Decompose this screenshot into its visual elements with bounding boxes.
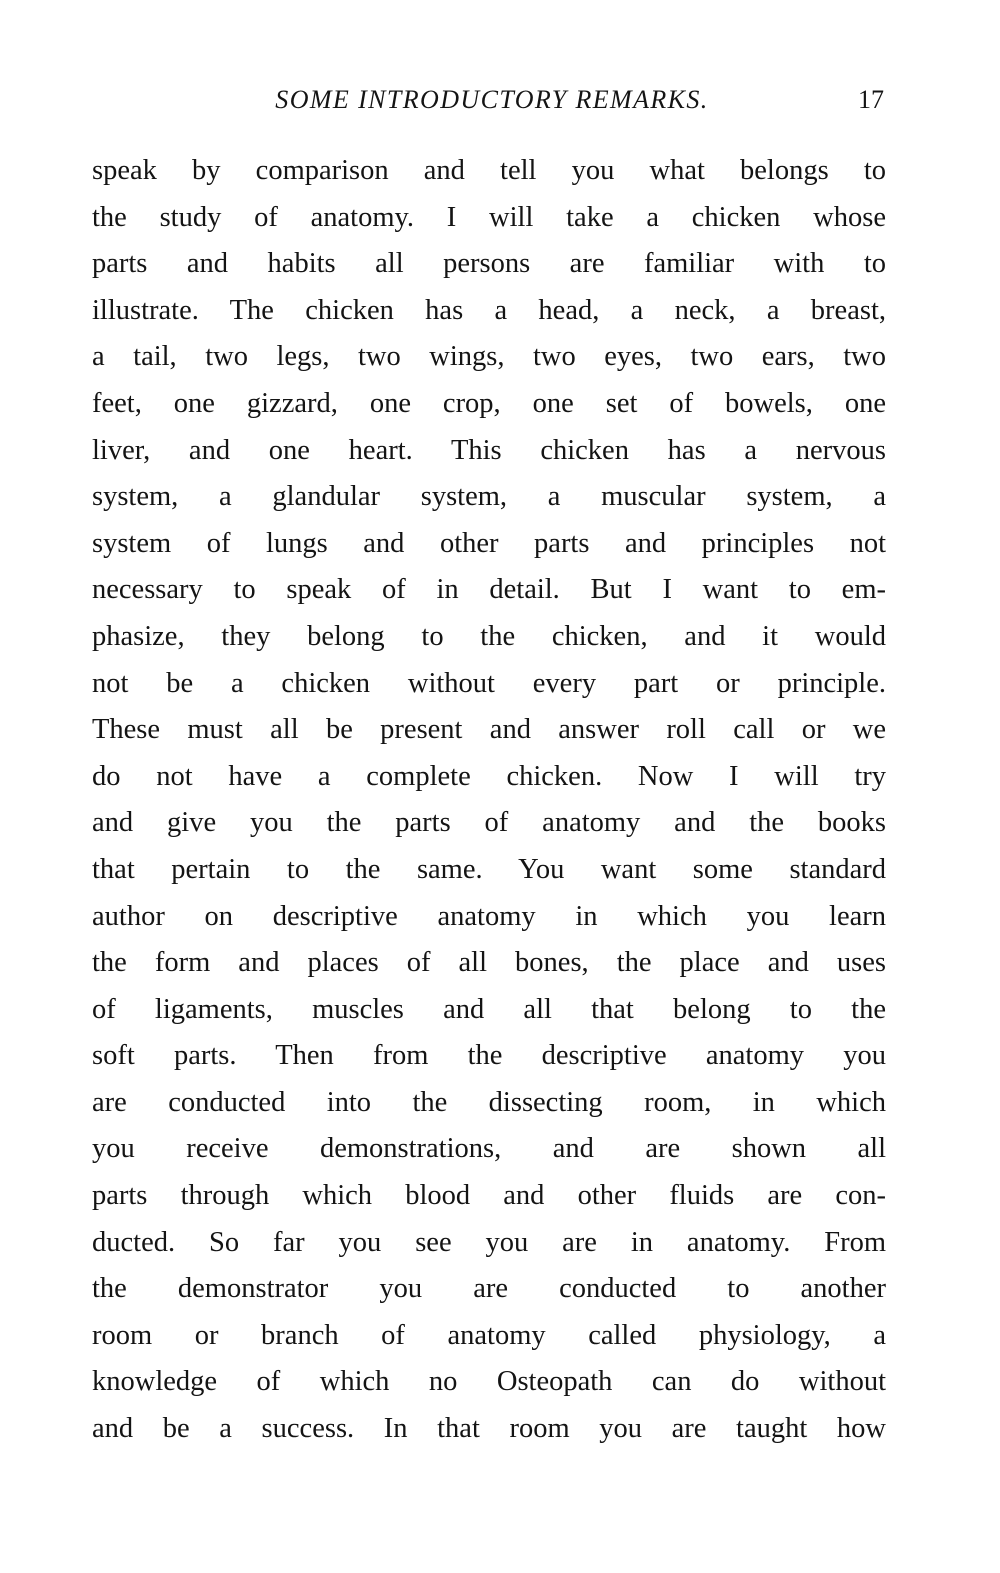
text-line: parts and habits all persons are familiar with to bbox=[92, 248, 886, 280]
text-line: and give you the parts of anatomy and the books bbox=[92, 807, 886, 839]
text-line: do not have a complete chicken. Now I will try bbox=[92, 760, 886, 792]
text-line: you receive demonstrations, and are shown all bbox=[92, 1133, 886, 1165]
text-line: the form and places of all bones, the place and uses bbox=[92, 947, 886, 979]
text-line: a tail, two legs, two wings, two eyes, two ears, two bbox=[92, 341, 886, 373]
text-line: that pertain to the same. You want some standard bbox=[92, 853, 886, 885]
text-line: phasize, they belong to the chicken, and it would bbox=[92, 620, 886, 652]
text-line: parts through which blood and other fluids are con- bbox=[92, 1180, 886, 1212]
text-line: the demonstrator you are conducted to another bbox=[92, 1273, 886, 1305]
running-title: SOME INTRODUCTORY REMARKS. bbox=[275, 85, 709, 114]
text-line: ducted. So far you see you are in anatomy. From bbox=[92, 1226, 886, 1258]
text-line: and be a success. In that room you are taught how bbox=[92, 1413, 886, 1445]
page-number: 17 bbox=[858, 85, 884, 114]
body-text bbox=[92, 148, 886, 1453]
text-line: not be a chicken without every part or principle. bbox=[92, 667, 886, 699]
text-line: the study of anatomy. I will take a chicken whose bbox=[92, 201, 886, 233]
text-line: system, a glandular system, a muscular system, a bbox=[92, 481, 886, 513]
text-line: These must all be present and answer roll call or we bbox=[92, 714, 886, 746]
text-line: necessary to speak of in detail. But I want to em- bbox=[92, 574, 886, 606]
text-line: knowledge of which no Osteopath can do without bbox=[92, 1366, 886, 1398]
text-line: feet, one gizzard, one crop, one set of bowels, one bbox=[92, 387, 886, 419]
text-line: speak by comparison and tell you what belongs to bbox=[92, 155, 886, 186]
text-line: of ligaments, muscles and all that belong to the bbox=[92, 993, 886, 1025]
text-line: system of lungs and other parts and principles not bbox=[92, 527, 886, 559]
text-line: soft parts. Then from the descriptive anatomy you bbox=[92, 1040, 886, 1072]
text-line: liver, and one heart. This chicken has a nervous bbox=[92, 434, 886, 466]
text-line: are conducted into the dissecting room, in which bbox=[92, 1086, 886, 1118]
text-line: room or branch of anatomy called physiology, a bbox=[92, 1319, 886, 1351]
running-head bbox=[92, 80, 892, 120]
text-line: author on descriptive anatomy in which you learn bbox=[92, 900, 886, 932]
text-line: illustrate. The chicken has a head, a neck, a breast, bbox=[92, 294, 886, 326]
